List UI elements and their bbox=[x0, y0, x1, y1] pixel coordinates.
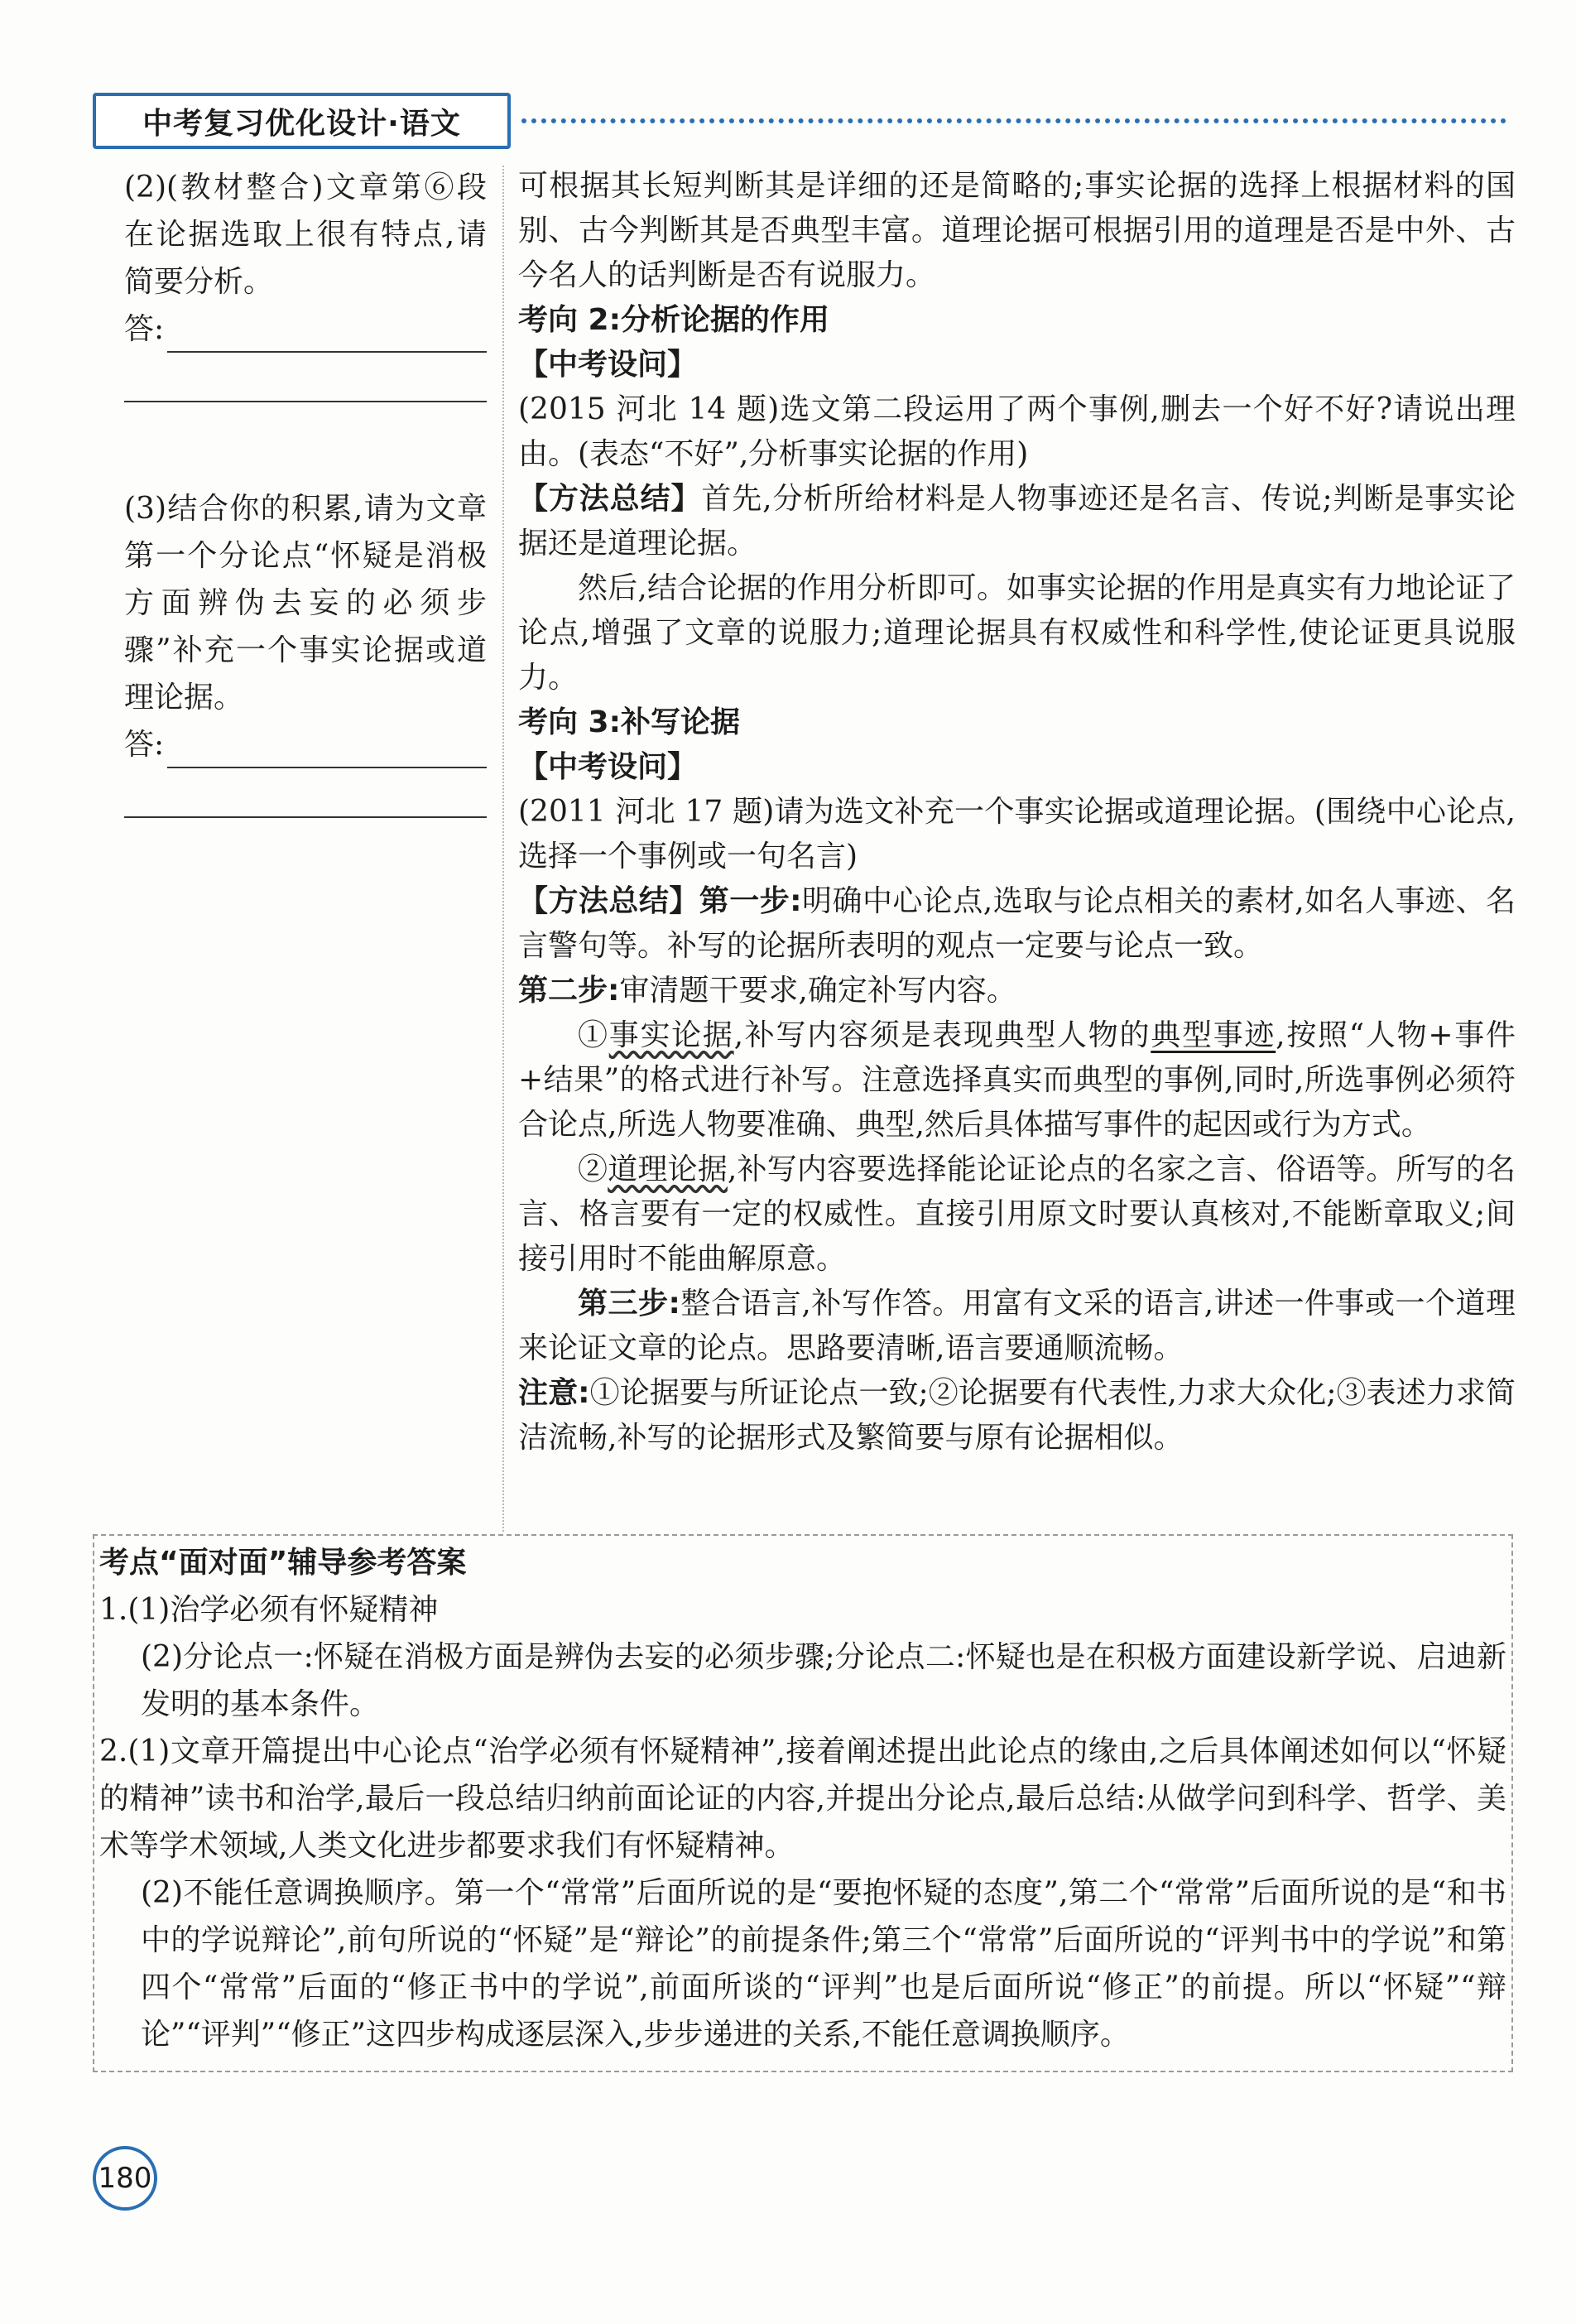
fact-evidence-term: 事实论据 bbox=[608, 1018, 734, 1052]
section-heading-3: 考向 3:补写论据 bbox=[518, 705, 740, 739]
column-divider bbox=[502, 166, 504, 1532]
question-3: (3)结合你的积累,请为文章第一个分论点“怀疑是消极方面辨伪去妄的必须步骤”补充一个事实论据或道理论据。 bbox=[124, 492, 487, 715]
answer-label: 答: bbox=[124, 312, 165, 346]
answer-blank[interactable] bbox=[167, 735, 487, 768]
question-2-answer-line[interactable] bbox=[124, 306, 487, 353]
fact-evidence-number: ① bbox=[578, 1018, 609, 1052]
exam-question-tag: 【中考设问】 bbox=[518, 750, 698, 784]
method-step-1 bbox=[518, 879, 1516, 969]
book-title: 中考复习优化设计·语文 bbox=[142, 106, 461, 141]
reference-answers-box bbox=[93, 1534, 1513, 2072]
answer-1-1: 1.(1)治学必须有怀疑精神 bbox=[99, 1593, 439, 1627]
exam-question-3: (2011 河北 17 题)请为选文补充一个事实论据或道理论据。(围绕中心论点,选择一个事例或一句名言) bbox=[518, 795, 1516, 873]
fact-evidence-rest: ,按照“人物+事件+结果”的格式进行补写。注意选择真实而典型的事例,同时,所选事例必须符合论点,所选人物要准确、典型,然后具体描写事件的起因或行为方式。 bbox=[518, 1018, 1516, 1142]
method-summary-label: 【方法总结】 bbox=[518, 884, 699, 918]
question-2: (2)(教材整合)文章第⑥段在论据选取上很有特点,请简要分析。 bbox=[124, 171, 487, 299]
left-question-column bbox=[124, 164, 487, 818]
reference-answers-title: 考点“面对面”辅导参考答案 bbox=[99, 1546, 467, 1580]
step-1-label: 第一步: bbox=[699, 884, 802, 918]
answer-blank[interactable] bbox=[167, 320, 487, 353]
note-paragraph bbox=[518, 1371, 1516, 1460]
method-summary-label: 【方法总结】 bbox=[518, 482, 702, 516]
method-step-2 bbox=[518, 969, 1516, 1013]
answer-2-2: (2)不能任意调换顺序。第一个“常常”后面所说的是“要抱怀疑的态度”,第二个“常常”后面所说的是“和书中的学说辩论”,前句所说的“怀疑”是“辩论”的前提条件;第三个“常常”后面所说的“评判书中的学说”和第四个“常常”后面的“修正书中的学说”,前面所谈的“评判”也是后面所说“修正”的前提。所以“怀疑”“辩论”“评判”“修正”这四步构成逐层深入,步步递进的关系,不能任意调换顺序。 bbox=[141, 1876, 1506, 2052]
method-step-3 bbox=[518, 1282, 1516, 1371]
method-summary-text: 首先,分析所给材料是人物事迹还是名言、传说;判断是事实论据还是道理论据。 bbox=[518, 482, 1516, 561]
header-dotted-rule bbox=[521, 118, 1506, 123]
step-3-text: 整合语言,补写作答。用富有文采的语言,讲述一件事或一个道理来论证文章的论点。思路要清晰,语言要通顺流畅。 bbox=[518, 1287, 1516, 1365]
right-method-column bbox=[518, 164, 1516, 1460]
reason-evidence-paragraph bbox=[518, 1148, 1516, 1282]
question-3-answer-line[interactable] bbox=[124, 721, 487, 768]
reason-evidence-number: ② bbox=[578, 1152, 608, 1186]
answer-label: 答: bbox=[124, 728, 165, 762]
method-summary-then: 然后,结合论据的作用分析即可。如事实论据的作用是真实有力地论证了论点,增强了文章的说服力;道理论据具有权威性和科学性,使论证更具说服力。 bbox=[518, 571, 1516, 695]
section-heading-2: 考向 2:分析论据的作用 bbox=[518, 303, 829, 337]
method-summary-2 bbox=[518, 477, 1516, 566]
step-2-label: 第二步: bbox=[518, 974, 620, 1008]
question-2-answer-line-2[interactable] bbox=[124, 369, 487, 402]
answer-1-2: (2)分论点一:怀疑在消极方面是辨伪去妄的必须步骤;分论点二:怀疑也是在积极方面建设新学说、启迪新发明的基本条件。 bbox=[141, 1640, 1506, 1721]
answer-2-1: 2.(1)文章开篇提出中心论点“治学必须有怀疑精神”,接着阐述提出此论点的缘由,之后具体阐述如何以“怀疑的精神”读书和治学,最后一段总结归纳前面论证的内容,并提出分论点,最后总结:从做学问到科学、哲学、美术等学术领域,人类文化进步都要求我们有怀疑精神。 bbox=[99, 1735, 1506, 1863]
fact-evidence-paragraph bbox=[518, 1013, 1516, 1148]
step-1-text: 明确中心论点,选取与论点相关的素材,如名人事迹、名言警句等。补写的论据所表明的观点一定要与论点一致。 bbox=[518, 884, 1516, 963]
step-3-label: 第三步: bbox=[578, 1287, 680, 1321]
fact-evidence-text: ,补写内容须是表现典型人物的 bbox=[733, 1018, 1151, 1052]
exam-question-2: (2015 河北 14 题)选文第二段运用了两个事例,删去一个好不好?请说出理由。(表态“不好”,分析事实论据的作用) bbox=[518, 392, 1516, 471]
question-3-answer-line-2[interactable] bbox=[124, 785, 487, 818]
reason-evidence-text: ,补写内容要选择能论证论点的名家之言、俗语等。所写的名言、格言要有一定的权威性。直接引用原文时要认真核对,不能断章取义;间接引用时不能曲解原意。 bbox=[518, 1152, 1516, 1276]
page-number: 180 bbox=[98, 2162, 152, 2195]
book-title-banner bbox=[93, 93, 511, 149]
typical-deeds-term: 典型事迹 bbox=[1151, 1018, 1276, 1052]
exam-question-tag: 【中考设问】 bbox=[518, 348, 698, 382]
step-2-text: 审清题干要求,确定补写内容。 bbox=[619, 974, 1016, 1008]
note-label: 注意: bbox=[518, 1376, 590, 1410]
reason-evidence-term: 道理论据 bbox=[608, 1152, 728, 1186]
note-text: ①论据要与所证论点一致;②论据要有代表性,力求大众化;③表述力求简洁流畅,补写的论据形式及繁简要与原有论据相似。 bbox=[518, 1376, 1516, 1455]
page-number-badge bbox=[93, 2146, 157, 2211]
intro-paragraph: 可根据其长短判断其是详细的还是简略的;事实论据的选择上根据材料的国别、古今判断其是否典型丰富。道理论据可根据引用的道理是否是中外、古今名人的话判断是否有说服力。 bbox=[518, 169, 1516, 292]
